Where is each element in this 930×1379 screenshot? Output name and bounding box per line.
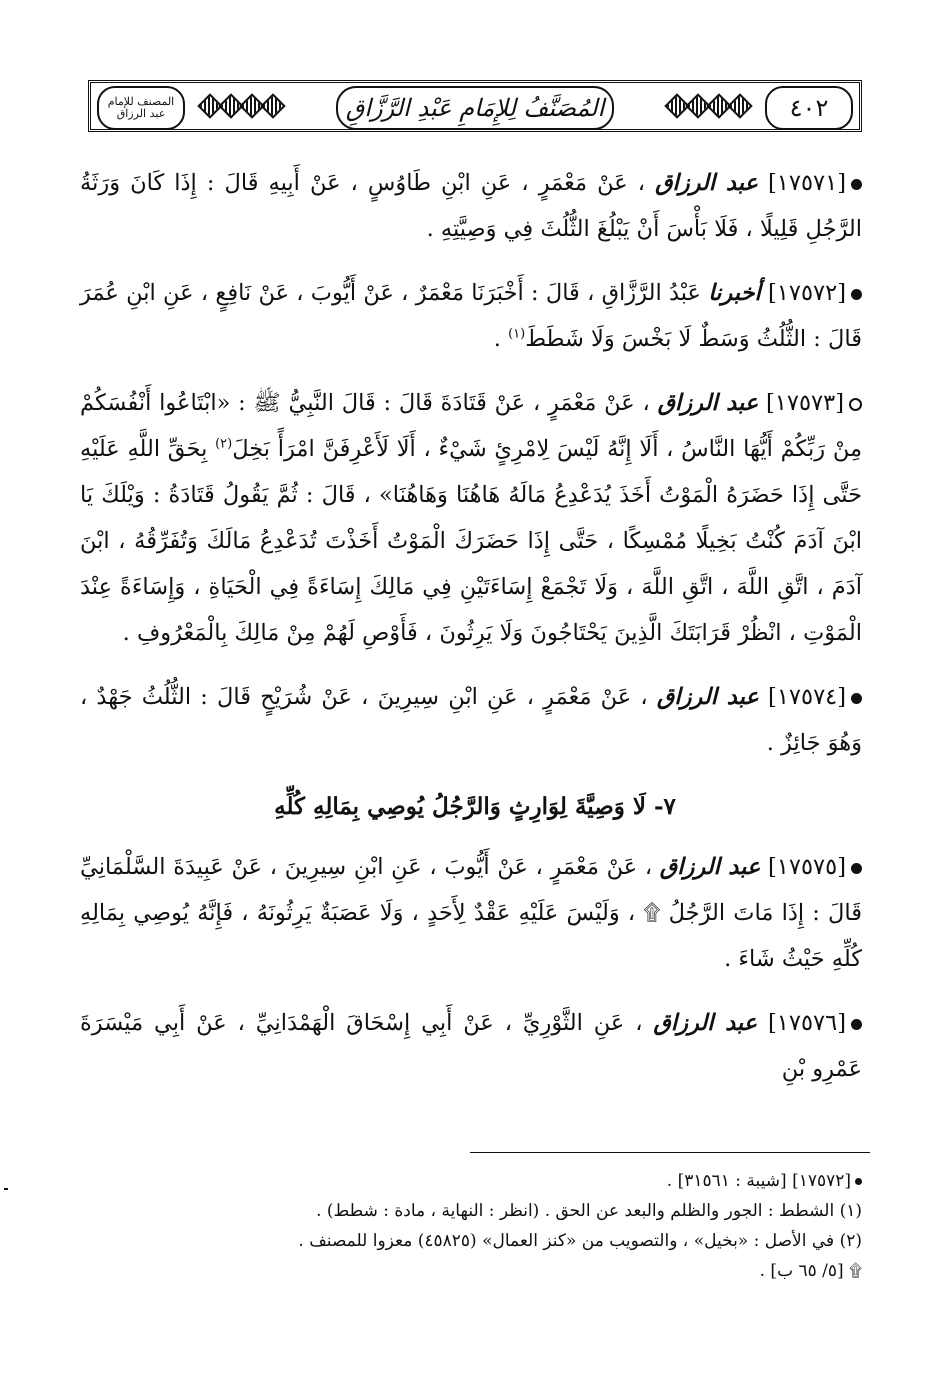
hadith-number: [١٧٥٧٤]	[768, 684, 847, 710]
header-title-cartouche	[336, 86, 614, 130]
narrator-name: عبد الرزاق	[656, 684, 759, 710]
hadith-paragraph	[80, 844, 870, 982]
folio-reference: ۩ [٥/ ٦٥ ب] .	[759, 1261, 862, 1281]
bullet-icon	[851, 289, 862, 300]
hadith-text: ، عَنِ الثَّوْرِيِّ ، عَنْ أَبِي إِسْحَاقَ الْهَمْدَانِيِّ ، عَنْ أَبِي مَيْسَرَةَ عَمْرِو بْنِ	[80, 1010, 862, 1082]
bullet-icon	[851, 1019, 862, 1030]
hadith-paragraph	[80, 270, 870, 362]
narrator-name: عبد الرزاق	[659, 854, 761, 880]
main-text	[80, 160, 870, 1110]
footnote-divider	[470, 1152, 870, 1153]
narrator-name: عبد الرزاق	[657, 390, 759, 416]
hadith-text: عَبْدُ الرَّزَّاقِ ، قَالَ : أَخْبَرَنَا مَعْمَرٌ ، عَنْ أَيُّوبَ ، عَنْ نَافِعٍ ، عَنِ ابْنِ عُمَرَ قَالَ : الثُّلُثُ وَسَطٌ لَا بَخْسَ وَلَا شَطَطَ	[80, 280, 862, 352]
footnote-source-ref: [١٧٥٧٢] [شيبة : ٣١٥٦١] .	[80, 1166, 870, 1196]
hadith-number: [١٧٥٧٢]	[768, 280, 846, 306]
narrator-name: عبد الرزاق	[655, 170, 758, 196]
header-ornament-right	[668, 87, 749, 125]
footnote-2: (٢) في الأصل : «بخيل» ، والتصويب من «كنز العمال» (٤٥٨٢٥) معزوا للمصنف .	[298, 1231, 862, 1251]
header-ornament-left	[201, 87, 282, 125]
footnotes	[80, 1166, 870, 1286]
hadith-number: [١٧٥٧٣]	[766, 390, 844, 416]
hadith-text-end: .	[493, 326, 509, 352]
open-circle-icon	[849, 398, 862, 411]
bullet-icon	[855, 1178, 862, 1185]
narrator-name: عبد الرزاق	[653, 1010, 758, 1036]
hadith-text-cont: بِحَقِّ اللَّهِ عَلَيْهِ حَتَّى إِذَا حَضَرَهُ الْمَوْتُ أَخَذَ يُدَعْدِعُ مَالَهُ هَاهُنَا وَهَاهُنَا» ، قَالَ : ثُمَّ يَقُولُ قَتَادَةُ : وَيْلَكَ يَا ابْنَ آدَمَ كُنْتُ بَخِيلًا مُمْسِكًا ، حَتَّى إِذَا حَضَرَكَ الْمَوْتُ أَخَذْتَ تُدَعْدِعُ مَالَكَ وَتُفَرِّقُهُ ، ابْنَ آدَمَ ، اتَّقِ اللَّهَ ، اتَّقِ اللَّهَ ، وَلَا تَجْمَعْ إِسَاءَتَيْنِ فِي مَالِكَ إِسَاءَةً فِي الْحَيَاةِ ، وَإِسَاءَةً عِنْدَ الْمَوْتِ ، انْظُرْ قَرَابَتَكَ الَّذِينَ يَحْتَاجُونَ وَلَا يَرِثُونَ ، فَأَوْصِ لَهُمْ مِنْ مَالِكَ بِالْمَعْرُوفِ .	[80, 436, 862, 646]
hadith-number: [١٧٥٧١]	[768, 170, 847, 196]
bullet-icon	[851, 863, 862, 874]
bullet-icon	[851, 179, 862, 190]
footnote-ref[interactable]: (١)	[508, 326, 526, 342]
page-number-badge	[765, 86, 853, 130]
narrator-name: أخبرنا	[708, 280, 761, 306]
hadith-paragraph	[80, 160, 870, 252]
footnote-ref[interactable]: (٢)	[215, 436, 233, 452]
hadith-paragraph	[80, 1000, 870, 1092]
hadith-paragraph	[80, 674, 870, 766]
hadith-text: ، عَنْ مَعْمَرٍ ، عَنِ ابْنِ سِيرِينَ ، عَنْ شُرَيْحٍ قَالَ : الثُّلُثُ جَهْدٌ ، وَهُوَ جَائِزٌ .	[80, 684, 862, 756]
hadith-number: [١٧٥٧٥]	[768, 854, 846, 880]
series-badge	[97, 86, 185, 130]
hadith-number: [١٧٥٧٦]	[768, 1010, 846, 1036]
series-mini-title: المصنف للإمام عبد الرزاق	[107, 95, 175, 120]
margin-mark	[4, 1188, 8, 1190]
section-heading: ٧- لَا وَصِيَّةَ لِوَارِثٍ وَالرَّجُلُ يُوصِي بِمَالِهِ كُلِّهِ	[274, 793, 676, 820]
bullet-icon	[851, 693, 862, 704]
hadith-text: ، عَنْ مَعْمَرٍ ، عَنْ قَتَادَةَ قَالَ : قَالَ النَّبِيُّ ﷺ : «ابْتَاعُوا أَنْفُسَكُمْ مِنْ رَبِّكُمْ أَيُّهَا النَّاسُ ، أَلَا إِنَّهُ لَيْسَ لِامْرِئٍ شَيْءٌ ، أَلَا لَأَعْرِفَنَّ امْرَأً بَخِلَ	[80, 390, 862, 462]
hadith-text: ، عَنْ مَعْمَرٍ ، عَنْ أَيُّوبَ ، عَنِ ابْنِ سِيرِينَ ، عَنْ عَبِيدَةَ السَّلْمَانِيِّ قَالَ : إِذَا مَاتَ الرَّجُلُ ۩ ، وَلَيْسَ عَلَيْهِ عَقْدٌ لِأَحَدٍ ، وَلَا عَصَبَةٌ يَرِثُونَهُ ، فَإِنَّهُ يُوصِي بِمَالِهِ كُلِّهِ حَيْثُ شَاءَ .	[80, 854, 862, 972]
page-number: ٤٠٢	[789, 94, 829, 122]
footnote-1: (١) الشطط : الجور والظلم والبعد عن الحق . (انظر : النهاية ، مادة : شطط) .	[316, 1201, 862, 1221]
hadith-text: ، عَنْ مَعْمَرٍ ، عَنِ ابْنِ طَاوُسٍ ، عَنْ أَبِيهِ قَالَ : إِذَا كَانَ وَرَثَةُ الرَّجُلِ قَلِيلًا ، فَلَا بَأْسَ أَنْ يَبْلُغَ الثُّلُثَ فِي وَصِيَّتِهِ .	[80, 170, 862, 242]
header-title: المُصَنَّفُ لِلإِمَامِ عَبْدِ الرَّزَّاقِ	[345, 94, 605, 122]
hadith-paragraph	[80, 380, 870, 656]
page-header	[88, 80, 862, 132]
